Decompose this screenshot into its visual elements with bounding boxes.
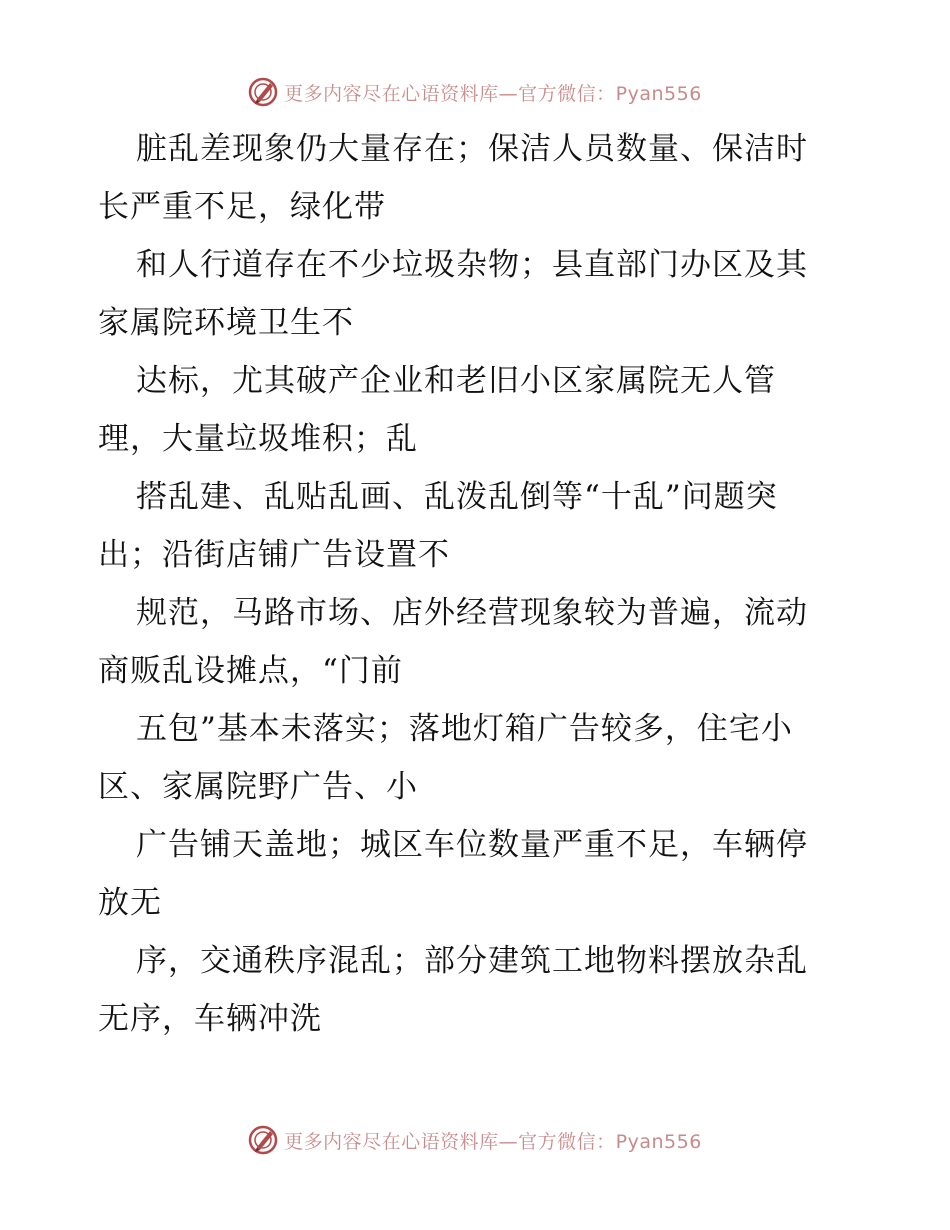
pen-logo-icon	[248, 1125, 278, 1155]
paragraph-line: 长严重不足，绿化带	[98, 189, 386, 225]
paragraph	[98, 120, 858, 236]
paragraph	[98, 816, 858, 932]
paragraph-line: 搭乱建、乱贴乱画、乱泼乱倒等“十乱”问题突	[136, 479, 778, 515]
paragraph	[98, 932, 858, 1048]
paragraph-line: 商贩乱设摊点，“门前	[98, 653, 403, 689]
paragraph-line: 理，大量垃圾堆积；乱	[98, 421, 418, 457]
paragraph-line: 区、家属院野广告、小	[98, 769, 418, 805]
paragraph	[98, 700, 858, 816]
paragraph-line: 和人行道存在不少垃圾杂物；县直部门办区及其	[136, 247, 808, 283]
paragraph	[98, 352, 858, 468]
header-watermark	[0, 72, 950, 112]
watermark-text: 更多内容尽在心语资料库—官方微信：Pyan556	[284, 82, 702, 105]
paragraph	[98, 584, 858, 700]
paragraph-line: 五包”基本未落实；落地灯箱广告较多，住宅小	[136, 711, 793, 747]
paragraph-line: 无序，车辆冲洗	[98, 1001, 322, 1037]
paragraph-line: 规范，马路市场、店外经营现象较为普遍，流动	[136, 595, 808, 631]
document-body	[98, 120, 858, 1048]
watermark-text: 更多内容尽在心语资料库—官方微信：Pyan556	[284, 1130, 702, 1153]
paragraph-line: 序，交通秩序混乱；部分建筑工地物料摆放杂乱	[136, 943, 808, 979]
paragraph-line: 家属院环境卫生不	[98, 305, 354, 341]
paragraph-line: 出；沿街店铺广告设置不	[98, 537, 450, 573]
paragraph-line: 脏乱差现象仍大量存在；保洁人员数量、保洁时	[136, 131, 808, 167]
pen-logo-icon	[248, 77, 278, 107]
paragraph-line: 广告铺天盖地；城区车位数量严重不足，车辆停	[136, 827, 808, 863]
paragraph-line: 达标，尤其破产企业和老旧小区家属院无人管	[136, 363, 776, 399]
footer-watermark	[0, 1120, 950, 1160]
paragraph	[98, 468, 858, 584]
paragraph-line: 放无	[98, 885, 162, 921]
paragraph	[98, 236, 858, 352]
